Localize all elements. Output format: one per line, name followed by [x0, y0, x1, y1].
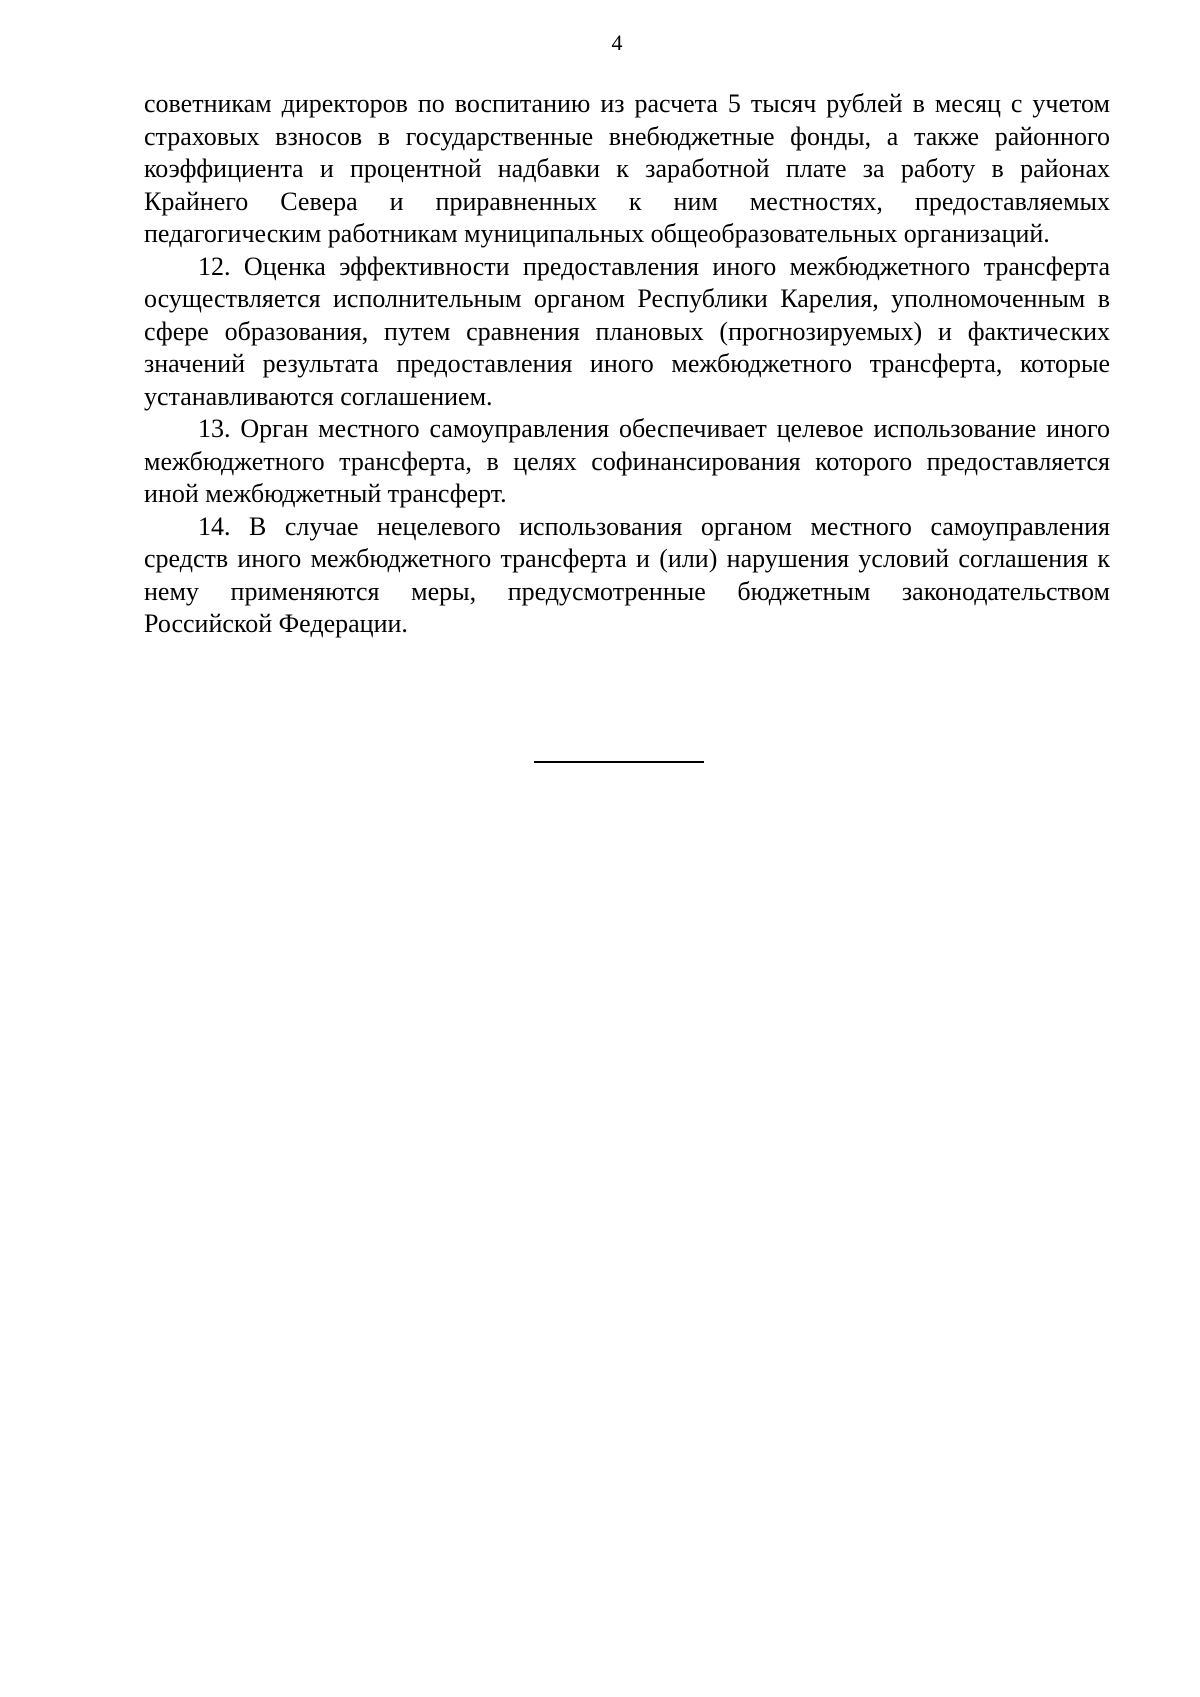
paragraph-continuation: советникам директоров по воспитанию из расчета 5 тысяч рублей в месяц с учетом страховых взносов в государственные внебюджетные фонды, а также районного коэффициента и процентной надбавки к заработной плате за работу в районах Крайнего Севера и приравненных к ним местностях, предоставляемых педагогическим работникам муниципальных общеобразовательных организаций. [144, 89, 1110, 248]
end-of-document-rule [534, 761, 704, 763]
document-body [144, 88, 1110, 641]
page-number: 4 [611, 30, 623, 55]
paragraph-14: 14. В случае нецелевого использования органом местного самоуправления средств иного межбюджетного трансферта и (или) нарушения условий соглашения к нему применяются меры, предусмотренные бюджетным законодательством Российской Федерации. [144, 511, 1110, 638]
paragraph-13: 13. Орган местного самоуправления обеспечивает целевое использование иного межбюджетного трансферта, в целях софинансирования которого предоставляется иной межбюджетный трансферт. [144, 414, 1110, 508]
paragraph-12: 12. Оценка эффективности предоставления иного межбюджетного трансферта осуществляется исполнительным органом Республики Карелия, уполномоченным в сфере образования, путем сравнения плановых (прогнозируемых) и фактических значений результата предоставления иного межбюджетного трансферта, которые устанавливаются соглашением. [144, 251, 1110, 411]
